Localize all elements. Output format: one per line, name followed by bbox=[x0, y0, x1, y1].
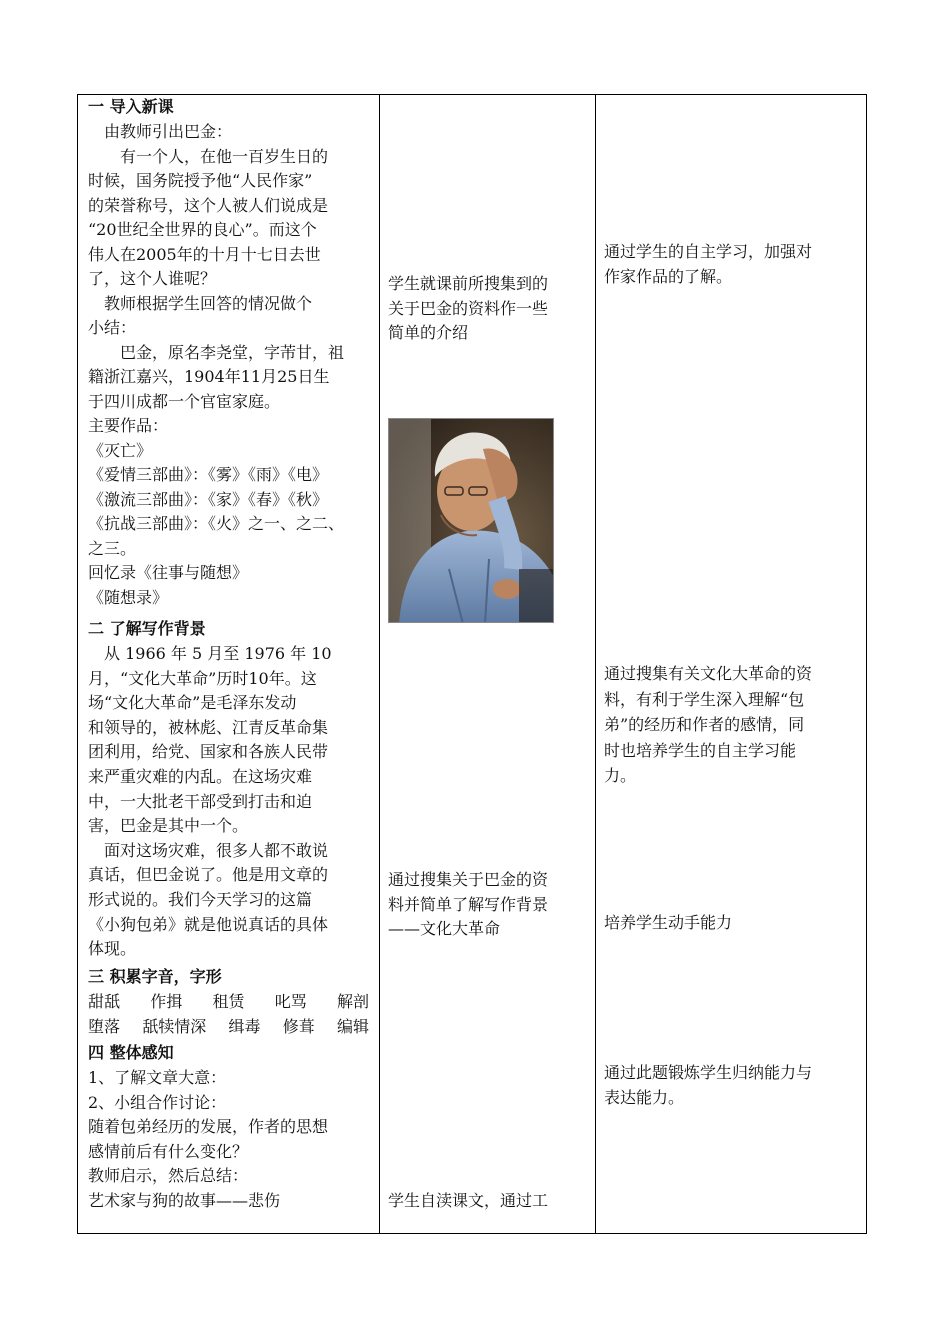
text-line: 通过此题锻炼学生归纳能力与 bbox=[604, 1063, 813, 1082]
text-line: 教师根据学生回答的情况做个 bbox=[88, 293, 313, 313]
text-line: 《灭亡》 bbox=[88, 440, 153, 460]
text-line: 面对这场灾难，很多人都不敢说 bbox=[88, 840, 329, 860]
text-line: 通过学生的自主学习，加强对 bbox=[604, 242, 813, 261]
vocab-word: 叱骂 bbox=[274, 992, 307, 1011]
text-line: 于四川成都一个官宦家庭。 bbox=[88, 391, 281, 411]
ba-jin-portrait-photo bbox=[388, 418, 554, 623]
text-line: 之三。 bbox=[88, 538, 137, 558]
text-line: 回忆录《往事与随想》 bbox=[88, 563, 249, 582]
text-line: 《小狗包弟》就是他说真话的具体 bbox=[88, 914, 329, 934]
vocab-word: 作揖 bbox=[150, 992, 183, 1011]
vocab-row-2 bbox=[88, 1015, 369, 1039]
text-line: “20世纪全世界的良心”。而这个 bbox=[88, 220, 317, 239]
text-line: 关于巴金的资料作一些 bbox=[388, 298, 549, 318]
text-line: 力。 bbox=[604, 766, 637, 785]
text-line: 《爱情三部曲》：《雾》《雨》《电》 bbox=[88, 465, 329, 484]
text-line: 作家作品的了解。 bbox=[604, 266, 733, 286]
teaching-content-column bbox=[78, 95, 380, 1233]
section-2-heading: 二 了解写作背景 bbox=[88, 619, 206, 638]
text-line: 来严重灾难的内乱。在这场灾难 bbox=[88, 767, 313, 786]
text-line: 《抗战三部曲》：《火》之一、之二、 bbox=[88, 514, 345, 533]
text-line: 有一个人，在他一百岁生日的 bbox=[88, 146, 329, 166]
text-line: 籍浙江嘉兴，1904年11月25日生 bbox=[88, 367, 330, 386]
text-line: 从 1966 年 5 月至 1976 年 10 bbox=[88, 644, 332, 663]
text-line: 通过搜集关于巴金的资 bbox=[388, 870, 549, 889]
text-line: 料，有利于学生深入理解“包 bbox=[604, 689, 805, 709]
text-line: 时候，国务院授予他“人民作家” bbox=[88, 171, 313, 190]
text-line: 了，这个人谁呢？ bbox=[88, 269, 217, 288]
text-line: 和领导的，被林彪、江青反革命集 bbox=[88, 717, 329, 737]
section-3-heading: 三 积累字音，字形 bbox=[88, 967, 222, 986]
vocab-word: 舐犊情深 bbox=[142, 1017, 207, 1036]
vocab-word: 解剖 bbox=[336, 992, 369, 1011]
text-line: 中，一大批老干部受到打击和迫 bbox=[88, 791, 313, 811]
vocab-word: 租赁 bbox=[212, 992, 245, 1011]
text-line: 小结： bbox=[88, 318, 137, 337]
vocab-word: 修葺 bbox=[282, 1017, 315, 1036]
text-line: 1、了解文章大意： bbox=[88, 1068, 227, 1087]
text-line: 真话，但巴金说了。他是用文章的 bbox=[88, 865, 329, 885]
text-line: 《激流三部曲》：《家》《春》《秋》 bbox=[88, 489, 329, 509]
text-line: 感情前后有什么变化？ bbox=[88, 1141, 249, 1161]
design-intent-column bbox=[595, 95, 866, 1233]
text-line: 教师启示，然后总结： bbox=[88, 1166, 249, 1185]
vocab-word: 堕落 bbox=[88, 1017, 121, 1036]
section-1-heading: 一 导入新课 bbox=[88, 97, 174, 116]
text-line: 时也培养学生的自主学习能 bbox=[604, 740, 797, 760]
text-line: 培养学生动手能力 bbox=[604, 913, 733, 932]
text-line: 场“文化大革命”是毛泽东发动 bbox=[88, 693, 297, 713]
text-line: 《随想录》 bbox=[88, 587, 169, 607]
text-line: 的荣誉称号，这个人被人们说成是 bbox=[88, 195, 329, 215]
text-line: 由教师引出巴金： bbox=[88, 122, 233, 141]
student-activity-column bbox=[379, 95, 596, 1233]
text-line: 团利用，给党、国家和各族人民带 bbox=[88, 742, 329, 762]
text-line: 随着包弟经历的发展，作者的思想 bbox=[88, 1117, 329, 1136]
text-line: 学生自渎课文，通过工 bbox=[388, 1191, 549, 1210]
section-4-heading: 四 整体感知 bbox=[88, 1043, 174, 1062]
text-line: 通过搜集有关文化大革命的资 bbox=[604, 664, 813, 683]
text-line: ——文化大革命 bbox=[388, 919, 501, 938]
vocab-word: 编辑 bbox=[336, 1017, 369, 1036]
text-line: 月，“文化大革命”历时10年。这 bbox=[88, 668, 317, 688]
text-line: 表达能力。 bbox=[604, 1088, 685, 1107]
vocab-word: 缉毒 bbox=[228, 1017, 261, 1036]
text-line: 2、小组合作讨论： bbox=[88, 1092, 227, 1112]
text-line: 料并简单了解写作背景 bbox=[388, 894, 549, 914]
vocab-row-1 bbox=[88, 990, 369, 1014]
lesson-plan-table bbox=[77, 94, 867, 1234]
text-line: 弟”的经历和作者的感情，同 bbox=[604, 715, 805, 734]
text-line: 巴金，原名李尧堂，字芾甘，祖 bbox=[88, 342, 345, 362]
text-line: 简单的介绍 bbox=[388, 323, 469, 342]
text-line: 伟人在2005年的十月十七日去世 bbox=[88, 244, 321, 264]
text-line: 学生就课前所搜集到的 bbox=[388, 274, 549, 293]
text-line: 体现。 bbox=[88, 939, 137, 959]
vocab-word: 甜舐 bbox=[88, 992, 121, 1011]
text-line: 主要作品： bbox=[88, 416, 169, 435]
text-line: 害，巴金是其中一个。 bbox=[88, 816, 249, 836]
text-line: 形式说的。我们今天学习的这篇 bbox=[88, 890, 313, 909]
text-line: 艺术家与狗的故事——悲伤 bbox=[88, 1190, 281, 1210]
